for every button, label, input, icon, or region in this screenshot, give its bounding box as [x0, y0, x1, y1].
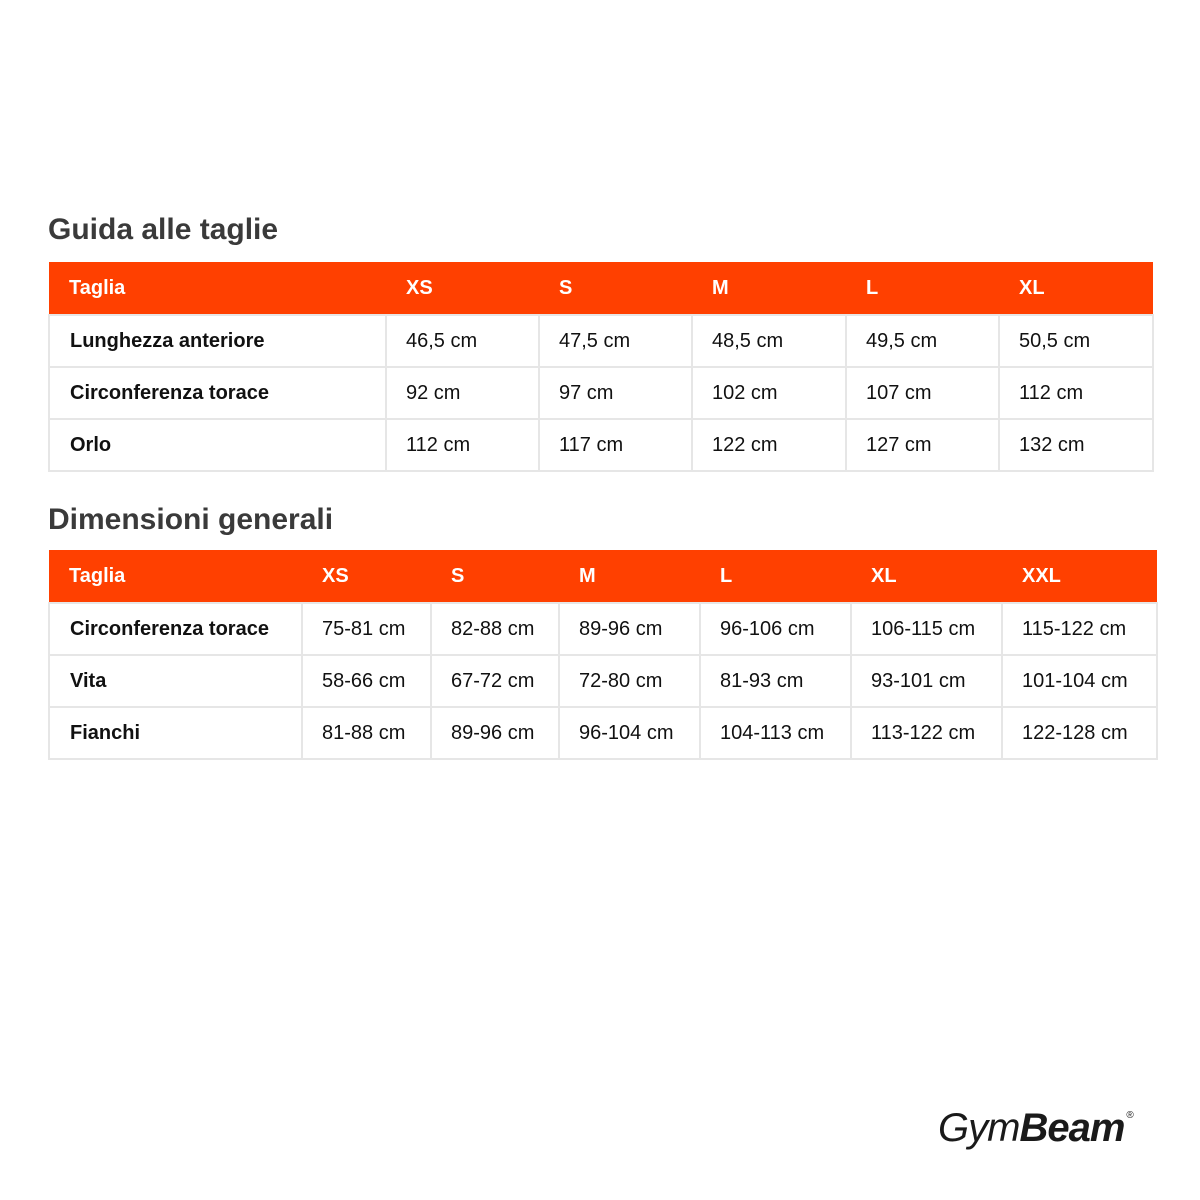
- header-cell-l: L: [700, 550, 851, 603]
- header-cell-xl: XL: [999, 262, 1153, 315]
- header-cell-xxl: XXL: [1002, 550, 1157, 603]
- table-cell: 101-104 cm: [1002, 655, 1157, 707]
- row-label: Orlo: [49, 419, 386, 471]
- table-cell: 117 cm: [539, 419, 692, 471]
- table-cell: 72-80 cm: [559, 655, 700, 707]
- logo-gym-text: Gym: [938, 1106, 1020, 1150]
- table-cell: 112 cm: [999, 367, 1153, 419]
- table-cell: 75-81 cm: [302, 603, 431, 655]
- row-label: Fianchi: [49, 707, 302, 759]
- table-cell: 48,5 cm: [692, 315, 846, 367]
- table-cell: 92 cm: [386, 367, 539, 419]
- header-cell-s: S: [431, 550, 559, 603]
- table-cell: 115-122 cm: [1002, 603, 1157, 655]
- table-cell: 113-122 cm: [851, 707, 1002, 759]
- table-cell: 102 cm: [692, 367, 846, 419]
- gymbeam-logo: [938, 1100, 1133, 1156]
- table-cell: 82-88 cm: [431, 603, 559, 655]
- table-cell: 96-104 cm: [559, 707, 700, 759]
- row-label: Vita: [49, 655, 302, 707]
- table-cell: 122 cm: [692, 419, 846, 471]
- table-cell: 106-115 cm: [851, 603, 1002, 655]
- table-row: [49, 419, 1153, 471]
- table-cell: 67-72 cm: [431, 655, 559, 707]
- table-cell: 104-113 cm: [700, 707, 851, 759]
- table-row: [49, 603, 1157, 655]
- header-cell-l: L: [846, 262, 999, 315]
- row-label: Circonferenza torace: [49, 367, 386, 419]
- header-cell-m: M: [692, 262, 846, 315]
- header-cell-xl: XL: [851, 550, 1002, 603]
- table-header-row: [49, 550, 1157, 603]
- table-cell: 58-66 cm: [302, 655, 431, 707]
- table-cell: 107 cm: [846, 367, 999, 419]
- row-label: Circonferenza torace: [49, 603, 302, 655]
- table-header-row: [49, 262, 1153, 315]
- table-cell: 97 cm: [539, 367, 692, 419]
- header-cell-s: S: [539, 262, 692, 315]
- registered-mark: ®: [1126, 1110, 1133, 1121]
- table-cell: 132 cm: [999, 419, 1153, 471]
- logo-beam-text: Beam: [1019, 1106, 1125, 1150]
- table-cell: 50,5 cm: [999, 315, 1153, 367]
- table-row: [49, 655, 1157, 707]
- table-cell: 46,5 cm: [386, 315, 539, 367]
- table-cell: 93-101 cm: [851, 655, 1002, 707]
- table-cell: 81-93 cm: [700, 655, 851, 707]
- general-dimensions-table: [48, 550, 1158, 760]
- table-cell: 112 cm: [386, 419, 539, 471]
- header-cell-m: M: [559, 550, 700, 603]
- header-cell-xs: XS: [302, 550, 431, 603]
- table-cell: 47,5 cm: [539, 315, 692, 367]
- row-label: Lunghezza anteriore: [49, 315, 386, 367]
- table-cell: 81-88 cm: [302, 707, 431, 759]
- header-cell-taglia: Taglia: [49, 262, 386, 315]
- table-cell: 122-128 cm: [1002, 707, 1157, 759]
- table-cell: 89-96 cm: [431, 707, 559, 759]
- size-guide-table: [48, 262, 1154, 472]
- header-cell-taglia: Taglia: [49, 550, 302, 603]
- table-cell: 89-96 cm: [559, 603, 700, 655]
- table-row: [49, 315, 1153, 367]
- general-dimensions-title: Dimensioni generali: [48, 503, 334, 536]
- table-cell: 127 cm: [846, 419, 999, 471]
- table-row: [49, 367, 1153, 419]
- table-cell: 49,5 cm: [846, 315, 999, 367]
- size-guide-title: Guida alle taglie: [48, 213, 279, 246]
- table-cell: 96-106 cm: [700, 603, 851, 655]
- header-cell-xs: XS: [386, 262, 539, 315]
- table-row: [49, 707, 1157, 759]
